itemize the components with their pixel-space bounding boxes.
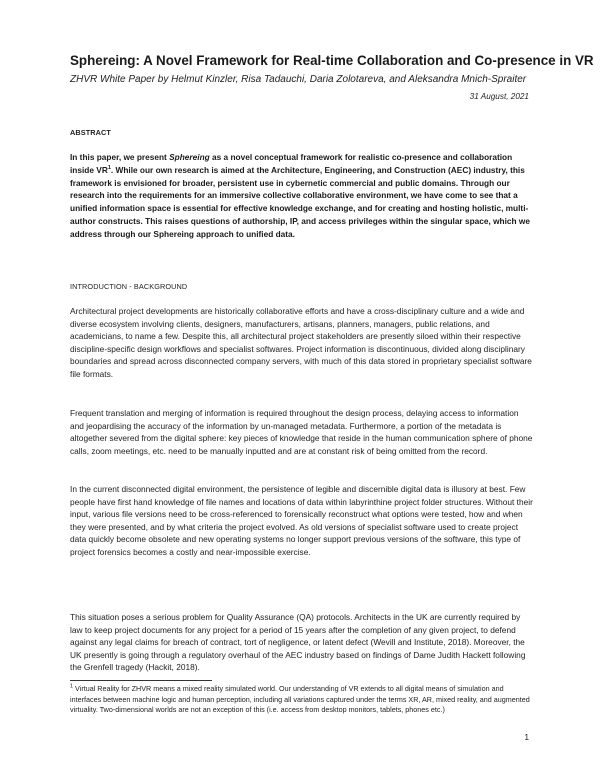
abstract-text [70,151,534,241]
paper-authors: ZHVR White Paper by Helmut Kinzler, Risa Tadauchi, Daria Zolotareva, and Aleksandra Mnich-Spraiter [70,74,527,85]
abstract-rest: . While our own research is aimed at the Architecture, Engineering, and Construction (AEC) industry, this framework is envisioned for broader, persistent use in cybernetic commercial and public domains. Through our research into the requirements for an immersive collective collaborative environment, we have come to see that a unified information space is essential for effective knowledge exchange, and for creating and hosting holistic, multi-author constructs. This raises questions of authorship, IP, and access privileges within the singular space, which we address through our Sphereing approach to unified data. [70,164,530,239]
paragraph: In the current disconnected digital environment, the persistence of legible and discernible digital data is illusory at best. Few people have first hand knowledge of file names and locations of data within labyrinthine project folder structures. Without their input, various file versions need to be cross-referenced to forensically reconstruct what options were tested, how and when they were presented, and by what criteria the project evolved. As old versions of specialist software used to create project data quickly become obsolete and new operating systems no longer support previous versions of the software, this type of project forensics becomes a costly and near-impossible exercise. [70,484,533,557]
abstract-heading: ABSTRACT [70,128,111,137]
footnote-mark: 1 [70,683,74,690]
page-number: 1 [524,732,529,742]
paragraph: Architectural project developments are historically collaborative efforts and have a cross-disciplinary culture and a wide and diverse ecosystem involving clients, designers, manufacturers, artisans, planners, managers, public relations, and academicians, to name a few. Despite this, all architectural project stakeholders are presently siloed within their respective discipline-specific design workflows and specialist softwares. Project information is discontinuous, divided along disciplinary boundaries and spread across disconnected company servers, with much of this data stored in proprietary specialist software file formats. [70,306,532,379]
footnote [70,684,534,716]
abstract-lead: In this paper, we present [70,152,170,162]
footnote-divider [70,680,212,681]
paragraph: This situation poses a serious problem for Quality Assurance (QA) protocols. Architects in the UK are currently required by law to keep project documents for any project for a period of 15 years after the completion of any given project, to defend against any legal claims for breach of contract, tort of negligence, or latent defect (Wevill and Institute, 2018). Moreover, the UK presently is going through a regulatory overhaul of the AEC industry based on findings of Dame Judith Hackett following the Grenfell tragedy (Hackit, 2018). [70,612,526,673]
footnote-text: Virtual Reality for ZHVR means a mixed reality simulated world. Our understanding of VR extends to all digital means of simulation and interfaces between machine logic and human perception, including all variations captured under the terms XR, AR, mixed reality, and augmented virtuality. Two-dimensional worlds are not an exception of this (i.e. access from desktop monitors, tablets, phones etc.) [70,684,530,715]
footnote-reference: 1 [107,165,111,172]
abstract-term: Sphereing [169,152,210,162]
abstract-middle: as a novel conceptual framework for realistic co-presence and collaboration inside VR [70,152,513,175]
paper-title: Sphereing: A Novel Framework for Real-time Collaboration and Co-presence in VR [70,53,594,68]
introduction-heading: INTRODUCTION - BACKGROUND [70,282,188,291]
paragraph: Frequent translation and merging of information is required throughout the design process, delaying access to information and jeopardising the accuracy of the information by un-managed metadata. Furthermore, a portion of the metadata is altogether severed from the digital sphere: key pieces of knowledge that reside in the human communication sphere of phone calls, zoom meetings, etc. need to be manually inputted and are at constant risk of being omitted from the record. [70,408,533,456]
paper-date: 31 August, 2021 [469,92,529,101]
